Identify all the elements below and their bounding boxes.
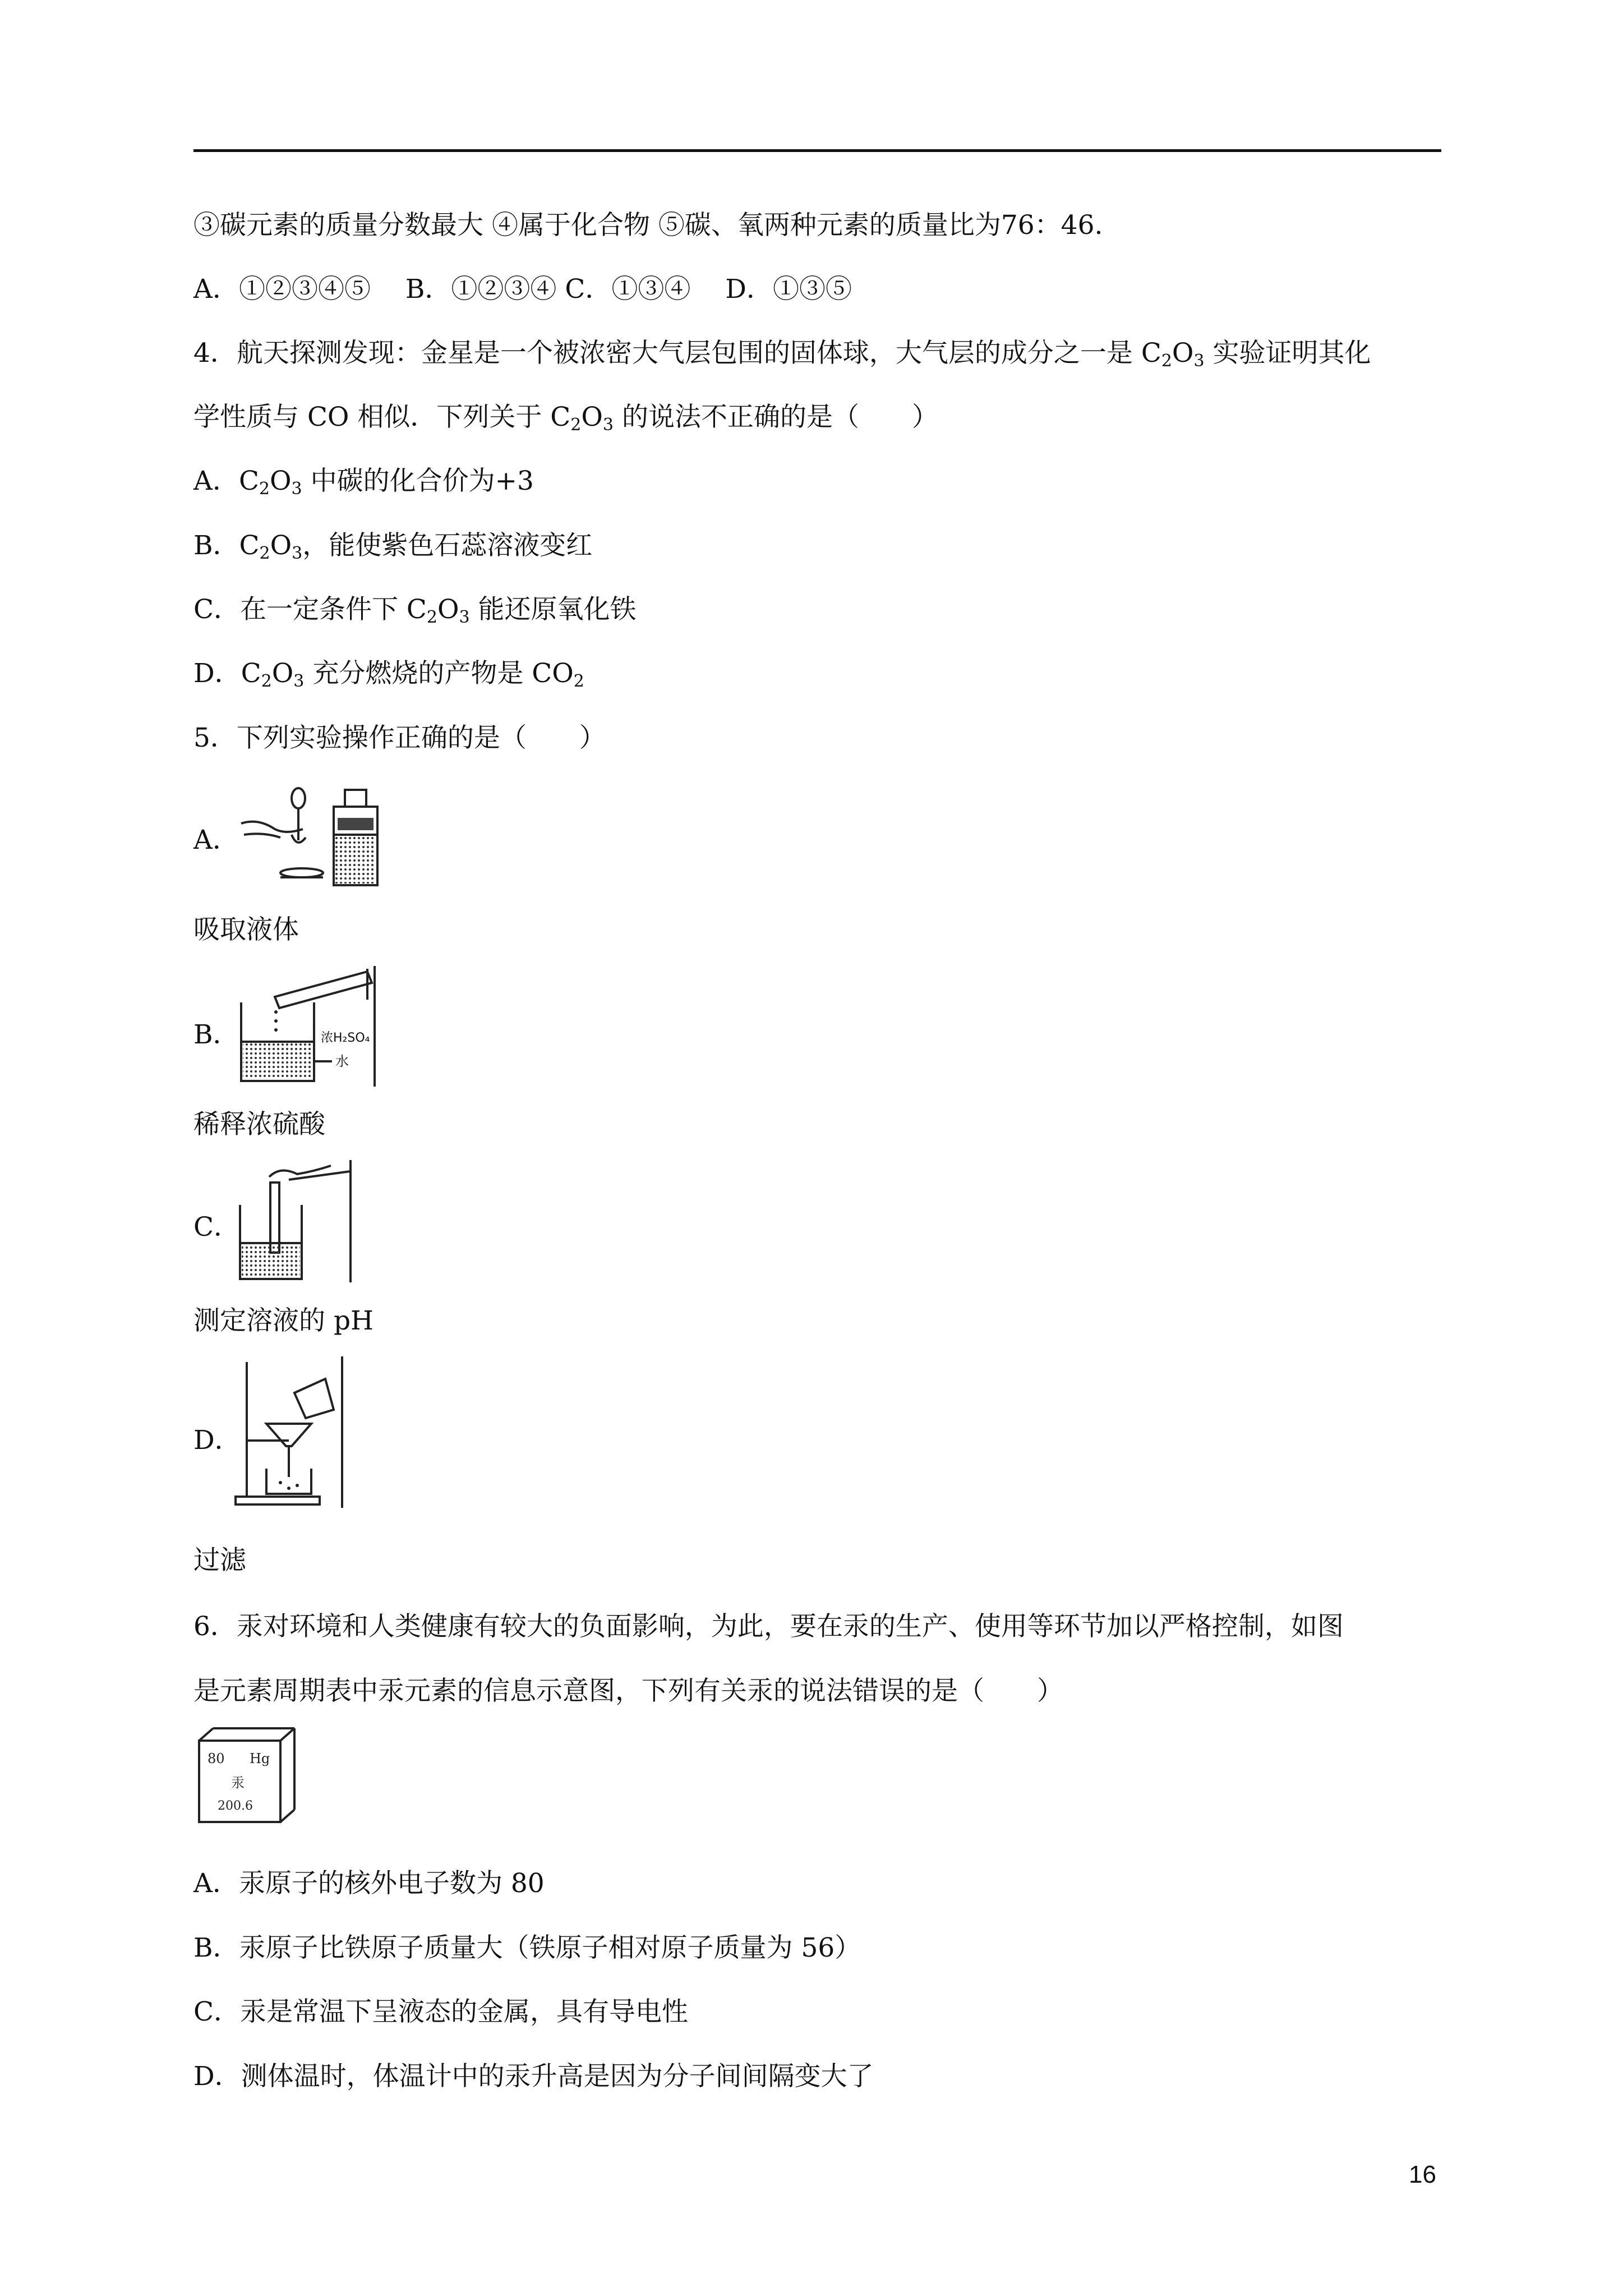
- atomic-mass: 200.6: [218, 1799, 253, 1813]
- mercury-element-card: [196, 1727, 297, 1825]
- q4-option-d: D．$C_2O_3$ 充分燃烧的产物是 $CO_2$: [193, 658, 584, 691]
- q6-option-b: B．汞原子比铁原子质量大（铁原子相对原子质量为 56）: [193, 1932, 861, 1963]
- q6-stem-line-2: 是元素周期表中汞元素的信息示意图，下列有关汞的说法错误的是（ ）: [193, 1676, 1063, 1706]
- q6-option-a: A．汞原子的核外电子数为 80: [193, 1868, 545, 1899]
- ph-test-figure: [236, 1160, 353, 1286]
- q5-option-a-label: A．: [193, 825, 239, 855]
- q4-option-a: A．$C_2O_3$ 中碳的化合价为+3: [193, 466, 534, 499]
- q3-options: A．①②③④⑤ B．①②③④ C．①③④ D．①③⑤: [193, 274, 852, 305]
- acid-label: 浓H₂SO₄: [321, 1031, 370, 1045]
- water-label: 水: [335, 1053, 349, 1069]
- q5-option-d-caption: 过滤: [193, 1545, 246, 1576]
- dilute-sulfuric-acid-figure: [236, 966, 381, 1087]
- q5-option-b-caption: 稀释浓硫酸: [193, 1109, 325, 1140]
- q6-option-c: C．汞是常温下呈液态的金属，具有导电性: [193, 1996, 688, 2027]
- filtration-figure: [233, 1356, 345, 1508]
- q4-stem-line-2: 学性质与 CO 相似．下列关于 $C_2O_3$ 的说法不正确的是（ ）: [193, 402, 938, 435]
- q6-stem-line-1: 6．汞对环境和人类健康有较大的负面影响，为此，要在汞的生产、使用等环节加以严格控制，如图: [193, 1611, 1344, 1642]
- element-symbol: Hg: [250, 1751, 270, 1766]
- atomic-number: 80: [208, 1751, 225, 1766]
- dropper-and-reagent-bottle-figure: [236, 773, 381, 891]
- header-rule: [193, 149, 1441, 152]
- page-number: 16: [1409, 2161, 1436, 2188]
- q3-statement-line: ③碳元素的质量分数最大 ④属于化合物 ⑤碳、氧两种元素的质量比为76：46.: [193, 210, 1103, 241]
- element-name: 汞: [231, 1775, 245, 1791]
- q5-stem: 5．下列实验操作正确的是（ ）: [193, 723, 606, 753]
- q5-option-a-caption: 吸取液体: [193, 914, 299, 945]
- q5-option-c-label: C．: [193, 1212, 240, 1243]
- q6-option-d: D．测体温时，体温计中的汞升高是因为分子间间隔变大了: [193, 2061, 874, 2092]
- q4-option-c: C．在一定条件下 $C_2O_3$ 能还原氧化铁: [193, 594, 637, 627]
- q5-option-d-label: D．: [193, 1425, 241, 1456]
- q5-option-c-caption: 测定溶液的 pH: [193, 1305, 374, 1336]
- q5-option-b-label: B．: [193, 1019, 239, 1050]
- q4-stem-line-1: 4．航天探测发现：金星是一个被浓密大气层包围的固体球，大气层的成分之一是 $C_2O_3$ 实验证明其化: [193, 338, 1371, 371]
- q4-option-b: B．$C_2O_3$，能使紫色石蕊溶液变红: [193, 530, 593, 563]
